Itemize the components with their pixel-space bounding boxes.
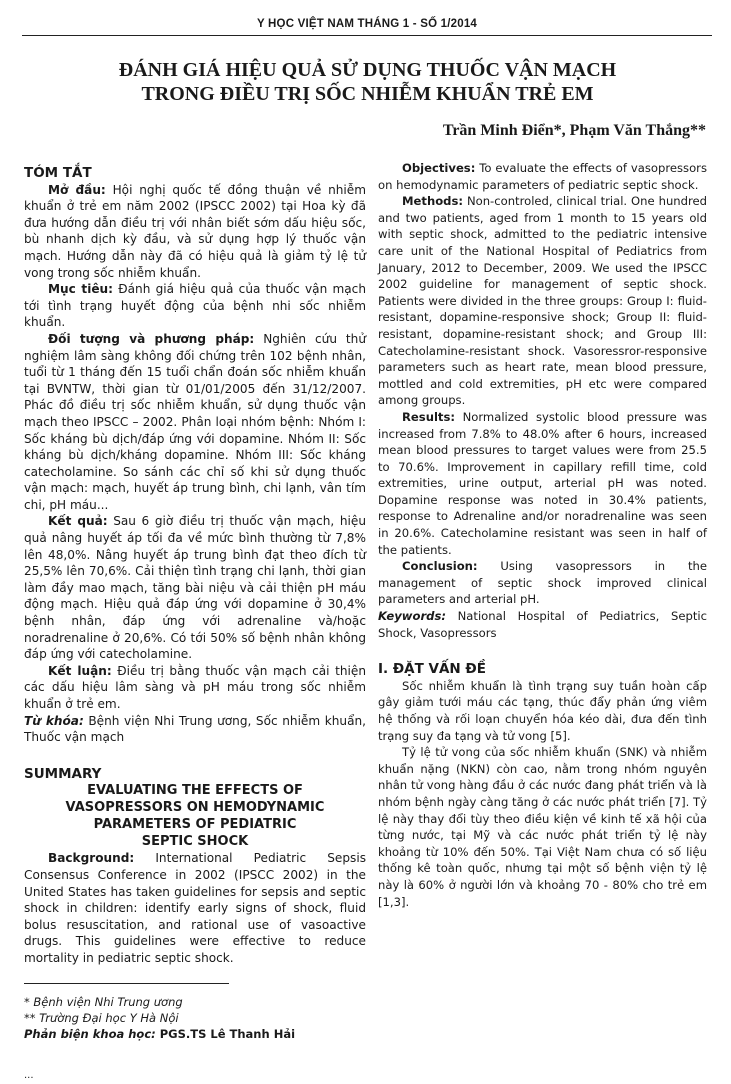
keywords-label: Keywords: [378,609,446,624]
right-column [378,160,707,910]
intro-heading: I. ĐẶT VẤN ĐỀ [378,661,486,678]
ketluan-paragraph [24,663,366,713]
summary-title-line-3: PARAMETERS OF PEDIATRIC [93,817,297,833]
objectives-label: Objectives: [402,161,476,175]
methods-text: Non-controled, clinical trial. One hundred and two patients, aged from 1 month to 15 years old with septic shock, admitted to the pediatric intensive care unit of the National Hospital of Pediatrics from January, 2012 to December, 2009. We used the IPSCC 2002 guideline for management of septic shock. Patients were divided in the three groups: Group I: fluid-resistant, dopamine-responsive shock; Group II: fluid-resistant, dopamine-resistant shock; and Group III: Catecholamine-resistant shock. Vasoressror-responsive parameters such as heart rate, mean blood pressure, mottled and cold extremities, pH etc were compared among groups. [378,194,707,408]
reviewer-label: Phản biện khoa học: [24,1027,156,1041]
title-line-2: TRONG ĐIỀU TRỊ SỐC NHIỄM KHUẨN TRẺ EM [141,83,594,105]
reviewer-name: PGS.TS Lê Thanh Hải [155,1027,296,1041]
title-line-1: ĐÁNH GIÁ HIỆU QUẢ SỬ DỤNG THUỐC VẬN MẠCH [118,59,617,81]
summary-title-line-2: VASOPRESSORS ON HEMODYNAMIC [65,800,325,816]
footnote-1: * Bệnh viện Nhi Trung ương [24,995,183,1009]
background-text: International Pediatric Sepsis Consensus Conference in 2002 (IPSCC 2002) in the United States has taken guidelines for sepsis and septic shock in children: identify early signs of shock, fluid bolus resuscitation, and rational use of vasoactive drugs. This guidelines were effective to reduce mortality in pediatric septic shock. [24,851,366,965]
footnotes [24,994,366,1042]
modau-label: Mở đầu: [48,182,106,197]
ketqua-label: Kết quả: [48,514,108,529]
intro-paragraph-2: Tỷ lệ tử vong của sốc nhiễm khuẩn (SNK) và nhiễm khuẩn nặng (NKN) còn cao, nằm trong nhóm nguyên nhân tử vong hàng đầu ở các nước đang phát triển và là nhóm bệnh ngày càng tăng ở các nước phát triển [7]. Tỷ lệ này thay đổi tùy theo điều kiện về kinh tế xã hội của từng nước, tại Mỹ và các nước phát triển tỷ lệ này khoảng từ 10% đến 50%. Tại Việt Nam chưa có số liệu thống kê toàn quốc, nhưng tại một số bệnh viện tỷ lệ này là 60% ở người lớn và khoảng 70 - 80% cho trẻ em [1,3]. [378,745,707,909]
muctieu-label: Mục tiêu: [48,282,113,297]
results-paragraph [378,409,707,558]
page-marker: ... [24,1070,34,1081]
doituong-label: Đối tượng và phương pháp: [48,331,255,346]
modau-paragraph [24,182,366,282]
modau-text: Hội nghị quốc tế đồng thuận về nhiễm khuẩn ở trẻ em năm 2002 (IPSCC 2002) tại Hoa kỳ đã đưa hướng dẫn điều trị với nhân biết sớm dấu hiệu sốc, bù nhanh dịch kỳ đầu, và sử dụng hợp lý thuốc vận mạch. Hướng dẫn này đã có hiệu quả là giảm tỷ lệ tử vong trong sốc nhiễm khuẩn. [24,182,366,280]
footnote-2: ** Trường Đại học Y Hà Nội [24,1011,179,1025]
section-gap [24,746,366,766]
doituong-paragraph [24,331,366,514]
article-title [60,58,675,106]
ketluan-text: Điều trị bằng thuốc vận mạch cải thiện các dấu hiệu lâm sàng và pH máu trong sốc nhiễm khuẩn ở trẻ em. [24,663,366,711]
results-text: Normalized systolic blood pressure was increased from 7.8% to 48.0% after 6 hours, increased mean blood pressures to target values were from 25.5 to 70.6%. Improvement in capillary refill time, cold extremities, urine output, arterial pH was noted. Dopamine response was noted in 30.4% patients, response to Adrenaline and/or noradrenaline was seen in 20.6%. Catecholamine resistant was seen in half of the patients. [378,409,707,557]
background-paragraph [24,850,366,966]
conclusion-paragraph [378,558,707,608]
left-column [24,165,366,967]
keywords-paragraph [378,608,707,641]
objectives-paragraph [378,160,707,193]
doituong-text: Nghiên cứu thử nghiệm lâm sàng không đối chứng trên 102 bệnh nhân, tuổi từ 1 tháng đến 15 tuổi chẩn đoán sốc nhiễm khuẩn tại BVNTW, thời gian từ 01/01/2005 đến 31/12/2007. Phác đồ điều trị sốc nhiễm khuẩn, sử dụng thuốc vận mạch theo IPSCC – 2002. Phân loại nhóm bệnh: Nhóm I: Sốc kháng bù dịch/đáp ứng với dopamine. Nhóm II: Sốc kháng bù dịch/kháng dopamine. Nhóm III: Sốc kháng catecholamine. So sánh các chỉ số khi sử dụng thuốc vận mạch: mạch, huyết áp trung bình, chi lạnh, vân tím chi, pH máu... [24,331,367,512]
tukhoa-text: Bệnh viện Nhi Trung ương, Sốc nhiễm khuẩn, Thuốc vận mạch [24,713,366,745]
journal-header: Y HỌC VIỆT NAM THÁNG 1 - SỐ 1/2014 [256,18,478,30]
section-gap [378,641,707,661]
muctieu-text: Đánh giá hiệu quả của thuốc vận mạch tới tình trạng huyết động của bệnh nhi sốc nhiễm khuẩn. [24,282,366,330]
keywords-text: National Hospital of Pediatrics, Septic Shock, Vasopressors [378,609,707,640]
tukhoa-label: Từ khóa: [24,713,84,728]
reviewer-line [24,1026,366,1042]
methods-paragraph [378,193,707,409]
tukhoa-paragraph [24,713,366,746]
ketluan-label: Kết luận: [48,663,112,678]
summary-title-line-4: SEPTIC SHOCK [141,834,249,850]
muctieu-paragraph [24,281,366,331]
objectives-text: To evaluate the effects of vasopressors on hemodynamic parameters of pediatric septic shock. [378,161,707,192]
methods-label: Methods: [402,194,463,209]
results-label: Results: [402,409,455,424]
ketqua-paragraph [24,513,366,662]
conclusion-label: Conclusion: [402,559,478,574]
summary-heading: SUMMARY [24,765,102,782]
authors: Trần Minh Điển*, Phạm Văn Thắng** [442,122,706,139]
ketqua-text: Sau 6 giờ điều trị thuốc vận mạch, hiệu quả nâng huyết áp tối đa về mức bình thường từ 7,8% lên 48,0%. Nâng huyết áp trung bình đạt theo đích từ 25,5% lên 70,6%. Cải thiện tình trạng chi lạnh, thời gian làm đầy mao mạch, tăng bài niệu và cải thiện pH máu động mạch. Hiệu quả đáp ứng với dopamine ở 30,4% bệnh nhân, đáp ứng với adrenaline và/hoặc noradrenaline ở 20,6%. Có tới 50% số bệnh nhân không đáp ứng với catecholamine. [24,514,366,662]
summary-title-line-1: EVALUATING THE EFFECTS OF [87,783,303,799]
intro-paragraph-1: Sốc nhiễm khuẩn là tình trạng suy tuần hoàn cấp gây giảm tưới máu các tạng, thúc đẩy phản ứng viêm hệ thống và rối loạn chuyển hóa kéo dài, đưa đến tình trạng suy đa tạng và tử vong [5]. [378,678,707,743]
footnote-rule [24,983,229,984]
header-rule [22,35,712,36]
conclusion-text: Using vasopressors in the management of septic shock improved clinical parameters and arterial pH. [378,559,707,607]
tomtat-heading: TÓM TẮT [24,165,92,181]
background-label: Background: [48,851,135,866]
